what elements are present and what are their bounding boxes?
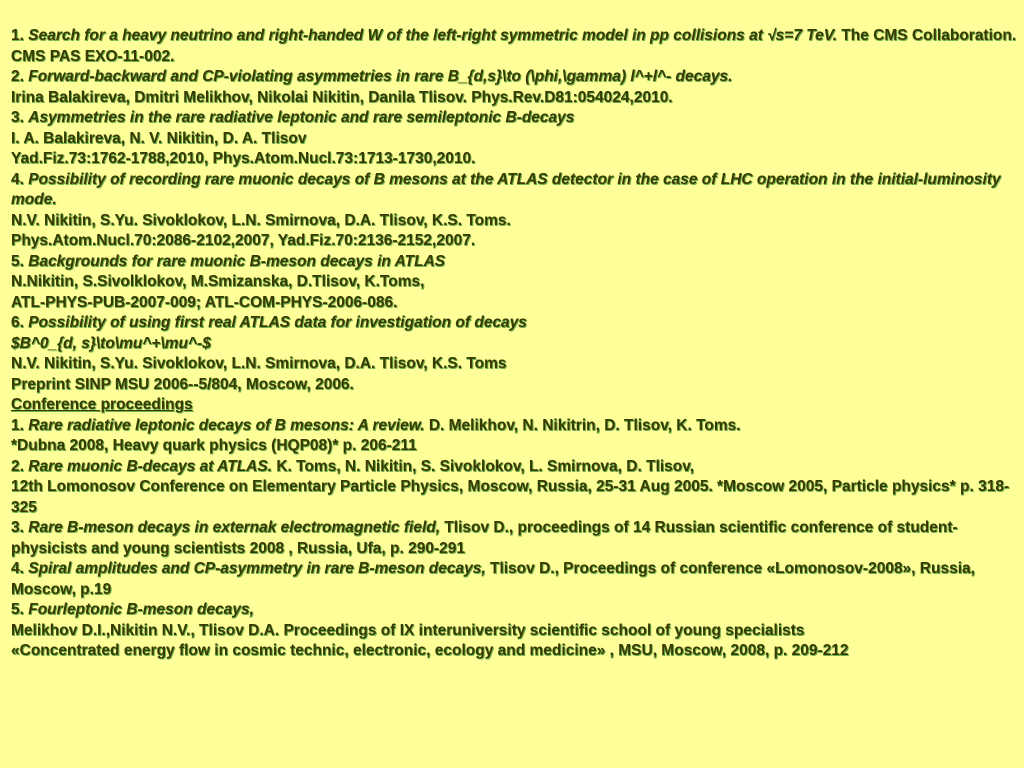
list-item: 4. Possibility of recording rare muonic decays of B mesons at the ATLAS detector in the case of LHC operation in the initial-luminosity mode. xyxy=(11,170,1001,208)
list-item: 5. Fourleptonic B-meson decays, xyxy=(11,601,254,618)
list-item: 1. Search for a heavy neutrino and right-handed W of the left-right symmetric model in pp collisions at √s=7 TeV. The CMS Collaboration. CMS PAS EXO-11-002. xyxy=(11,27,1017,65)
list-item: Melikhov D.I.,Nikitin N.V., Tlisov D.A. Proceedings of IX interuniversity scientific school of young specialists xyxy=(11,621,805,639)
list-item: Preprint SINP MSU 2006--5/804, Moscow, 2006. xyxy=(11,375,354,393)
entry-title: $B^0_{d, s}\to\mu^+\mu^-$ xyxy=(11,334,211,352)
entry-title: Possibility of using first real ATLAS data for investigation of decays xyxy=(28,314,527,331)
list-item: 2. Forward-backward and CP-violating asymmetries in rare B_{d,s}\to (\phi,\gamma) l^+l^- decays. xyxy=(11,68,733,85)
list-item: 3. Rare B-meson decays in externak electromagnetic field, Tlisov D., proceedings of 14 Russian scientific conference of student-physicists and young scientists 2008 , Russia, Ufa, p. 290-291 xyxy=(11,519,958,557)
entry-title: Possibility of recording rare muonic decays of B mesons at the ATLAS detector in the case of LHC operation in the initial-luminosity mode. xyxy=(11,170,1001,208)
entry-title: Rare radiative leptonic decays of B mesons: A review. xyxy=(28,416,425,434)
list-item: 5. Backgrounds for rare muonic B-meson decays in ATLAS xyxy=(11,252,446,270)
list-item: Irina Balakireva, Dmitri Melikhov, Nikolai Nikitin, Danila Tlisov. Phys.Rev.D81:054024,2010. xyxy=(11,88,673,106)
list-item: 12th Lomonosov Conference on Elementary Particle Physics, Moscow, Russia, 25-31 Aug 2005. *Moscow 2005, Particle physics* p. 318-325 xyxy=(11,478,1010,516)
list-item: 6. Possibility of using first real ATLAS data for investigation of decays xyxy=(11,314,527,331)
entry-title: Fourleptonic B-meson decays, xyxy=(28,601,254,618)
entry-title: Rare muonic B-decays at ATLAS. xyxy=(28,457,273,475)
entry-title: Forward-backward and CP-violating asymmetries in rare B_{d,s}\to (\phi,\gamma) l^+l^- decays. xyxy=(28,68,733,85)
list-item: 4. Spiral amplitudes and CP-asymmetry in rare B-meson decays, Tlisov D., Proceedings of conference «Lomonosov-2008», Russia, Moscow, p.19 xyxy=(11,560,975,598)
list-item: I. A. Balakireva, N. V. Nikitin, D. A. Tlisov xyxy=(11,129,307,147)
list-item: 3. Asymmetries in the rare radiative leptonic and rare semileptonic B-decays xyxy=(11,109,575,126)
list-item: N.Nikitin, S.Sivolklokov, M.Smizanska, D.Tlisov, K.Toms, xyxy=(11,273,425,290)
list-item: *Dubna 2008, Heavy quark physics (HQP08)* p. 206-211 xyxy=(11,437,417,454)
entry-title: Asymmetries in the rare radiative leptonic and rare semileptonic B-decays xyxy=(28,109,575,126)
list-item: Phys.Atom.Nucl.70:2086-2102,2007, Yad.Fiz.70:2136-2152,2007. xyxy=(11,232,476,249)
list-item xyxy=(11,334,1017,355)
entry-title: Spiral amplitudes and CP-asymmetry in rare B-meson decays, xyxy=(28,560,486,577)
list-item: ATL-PHYS-PUB-2007-009; ATL-COM-PHYS-2006-086. xyxy=(11,293,398,311)
reference-list xyxy=(11,26,1017,662)
list-item: N.V. Nikitin, S.Yu. Sivoklokov, L.N. Smirnova, D.A. Tlisov, K.S. Toms xyxy=(11,355,507,372)
entry-title: Backgrounds for rare muonic B-meson decays in ATLAS xyxy=(28,252,446,270)
list-item: 2. Rare muonic B-decays at ATLAS. K. Toms, N. Nikitin, S. Sivoklokov, L. Smirnova, D. Tlisov, xyxy=(11,457,695,475)
list-item: N.V. Nikitin, S.Yu. Sivoklokov, L.N. Smirnova, D.A. Tlisov, K.S. Toms. xyxy=(11,211,511,229)
entry-title: Search for a heavy neutrino and right-handed W of the left-right symmetric model in pp collisions at √s=7 TeV. xyxy=(28,27,838,44)
list-item: 1. Rare radiative leptonic decays of B mesons: A review. D. Melikhov, N. Nikitrin, D. Tlisov, K. Toms. xyxy=(11,416,741,434)
section-heading: Conference proceedings xyxy=(11,396,193,413)
list-item: Yad.Fiz.73:1762-1788,2010, Phys.Atom.Nucl.73:1713-1730,2010. xyxy=(11,150,476,167)
list-item: «Concentrated energy flow in cosmic technic, electronic, ecology and medicine» , MSU, Moscow, 2008, p. 209-212 xyxy=(11,642,849,659)
entry-title: Rare B-meson decays in externak electromagnetic field, xyxy=(28,519,441,536)
